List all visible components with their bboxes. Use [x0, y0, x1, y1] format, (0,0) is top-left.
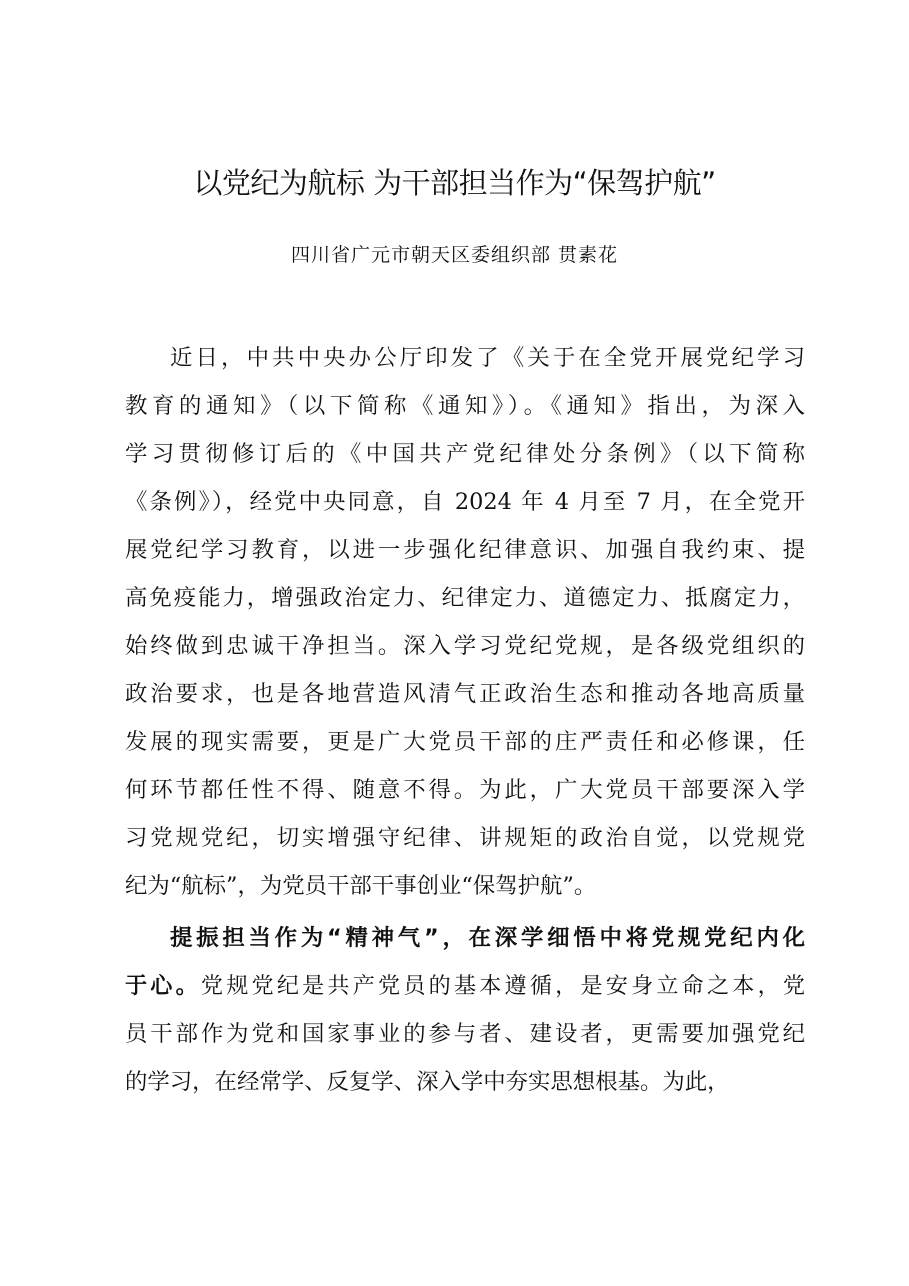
paragraph-2-line [125, 966, 805, 1014]
paragraph-1-line: 何环节都任性不得、随意不得。为此，广大党员干部要深入学 [125, 777, 805, 803]
paragraph-1-line: 政治要求，也是各地营造风清气正政治生态和推动各地高质量 [125, 681, 805, 707]
section-heading-end: 于心。 [125, 973, 201, 999]
paragraph-2-text: 党规党纪是共产党员的基本遵循，是安身立命之本，党 [200, 973, 805, 999]
document-title: 以党纪为航标 为干部担当作为“保驾护航” [193, 166, 716, 200]
author-byline: 四川省广元市朝天区委组织部 贯素花 [290, 244, 619, 266]
paragraph-1-line: 纪为“航标”，为党员干部干事创业“保驾护航”。 [125, 873, 597, 899]
paragraph-1-line: 习党规党纪，切实增强守纪律、讲规矩的政治自觉，以党规党 [125, 825, 805, 851]
paragraph-1-line: 展党纪学习教育，以进一步强化纪律意识、加强自我约束、提 [125, 537, 805, 563]
paragraph-1-line: 近日，中共中央办公厅印发了《关于在全党开展党纪学习 [170, 345, 805, 371]
paragraph-1-line: 始终做到忠诚干净担当。深入学习党纪党规，是各级党组织的 [125, 633, 805, 659]
paragraph-1-line: 学习贯彻修订后的《中国共产党纪律处分条例》（以下简称 [125, 441, 805, 467]
document-body [125, 338, 805, 1110]
paragraph-1-line: 发展的现实需要，更是广大党员干部的庄严责任和必修课，任 [125, 729, 805, 755]
section-heading: 提振担当作为“精神气”，在深学细悟中将党规党纪内化 [170, 925, 805, 951]
paragraph-1-line: 高免疫能力，增强政治定力、纪律定力、道德定力、抵腐定力， [125, 585, 805, 611]
paragraph-2-line: 员干部作为党和国家事业的参与者、建设者，更需要加强党纪 [125, 1021, 805, 1047]
paragraph-1-line: 教育的通知》（以下简称《通知》）。《通知》指出，为深入 [125, 393, 805, 419]
paragraph-1-line: 《条例》），经党中央同意，自 2024 年 4 月至 7 月，在全党开 [125, 489, 805, 515]
paragraph-2-line: 的学习，在经常学、反复学、深入学中夯实思想根基。为此， [125, 1069, 730, 1095]
